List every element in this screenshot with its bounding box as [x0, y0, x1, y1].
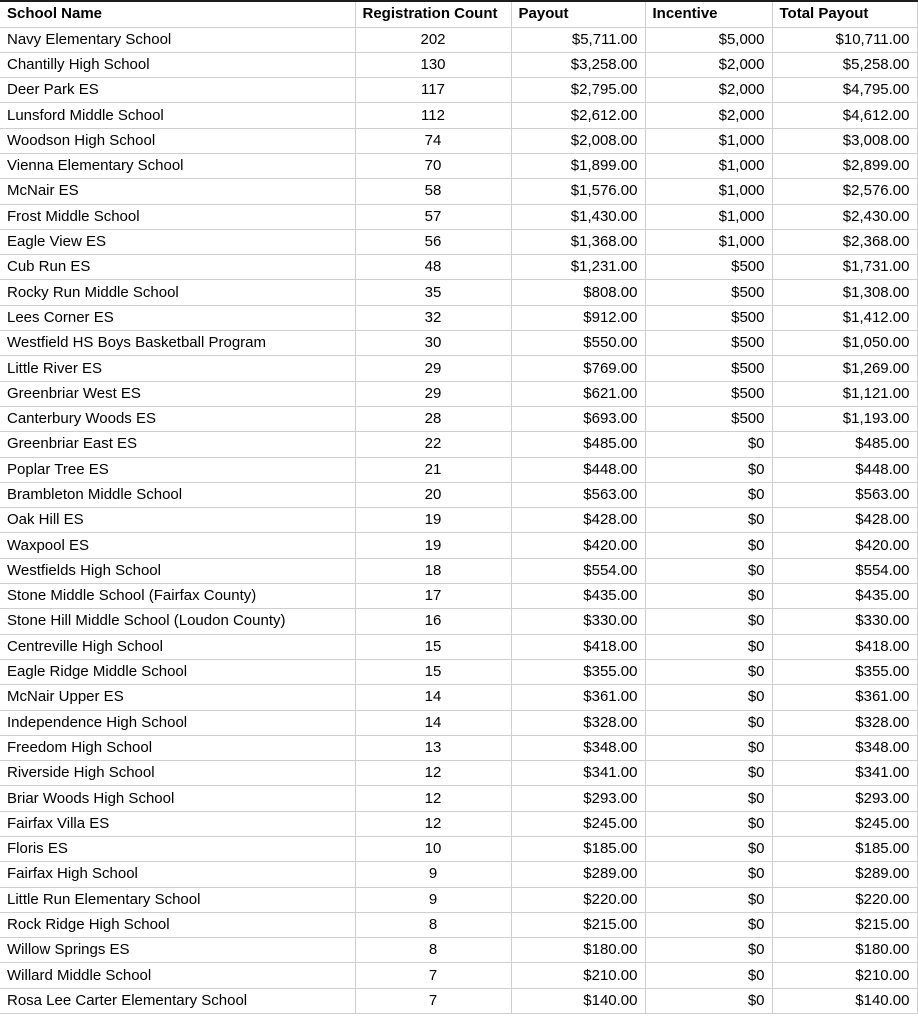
cell-count[interactable]: 22 [355, 432, 511, 457]
cell-total[interactable]: $435.00 [772, 584, 917, 609]
table-row [0, 862, 917, 887]
cell-incentive[interactable]: $500 [645, 280, 772, 305]
cell-incentive[interactable]: $0 [645, 761, 772, 786]
cell-school[interactable]: Floris ES [0, 837, 355, 862]
cell-total[interactable]: $2,576.00 [772, 179, 917, 204]
cell-school[interactable]: Independence High School [0, 710, 355, 735]
cell-total[interactable]: $180.00 [772, 938, 917, 963]
cell-payout[interactable]: $554.00 [511, 558, 645, 583]
cell-incentive[interactable]: $0 [645, 659, 772, 684]
table-row [0, 508, 917, 533]
cell-total[interactable]: $330.00 [772, 609, 917, 634]
cell-incentive[interactable]: $0 [645, 558, 772, 583]
cell-incentive[interactable]: $5,000 [645, 27, 772, 52]
cell-payout[interactable]: $245.00 [511, 811, 645, 836]
cell-payout[interactable]: $912.00 [511, 305, 645, 330]
cell-payout[interactable]: $693.00 [511, 406, 645, 431]
cell-payout[interactable]: $341.00 [511, 761, 645, 786]
cell-incentive[interactable]: $0 [645, 963, 772, 988]
cell-incentive[interactable]: $0 [645, 482, 772, 507]
cell-school[interactable]: Waxpool ES [0, 533, 355, 558]
table-row [0, 128, 917, 153]
cell-total[interactable]: $1,731.00 [772, 255, 917, 280]
cell-school[interactable]: Lunsford Middle School [0, 103, 355, 128]
cell-payout[interactable]: $1,899.00 [511, 153, 645, 178]
cell-school[interactable]: McNair ES [0, 179, 355, 204]
cell-payout[interactable]: $550.00 [511, 331, 645, 356]
cell-school[interactable]: Rock Ridge High School [0, 912, 355, 937]
cell-payout[interactable]: $435.00 [511, 584, 645, 609]
cell-total[interactable]: $289.00 [772, 862, 917, 887]
cell-count[interactable]: 14 [355, 710, 511, 735]
cell-incentive[interactable]: $1,000 [645, 204, 772, 229]
cell-incentive[interactable]: $0 [645, 862, 772, 887]
cell-incentive[interactable]: $0 [645, 508, 772, 533]
cell-count[interactable]: 17 [355, 584, 511, 609]
cell-total[interactable]: $1,050.00 [772, 331, 917, 356]
table-row [0, 837, 917, 862]
cell-count[interactable]: 20 [355, 482, 511, 507]
cell-payout[interactable]: $348.00 [511, 735, 645, 760]
cell-incentive[interactable]: $0 [645, 912, 772, 937]
cell-total[interactable]: $355.00 [772, 659, 917, 684]
cell-payout[interactable]: $1,231.00 [511, 255, 645, 280]
cell-total[interactable]: $245.00 [772, 811, 917, 836]
cell-school[interactable]: Willard Middle School [0, 963, 355, 988]
cell-school[interactable]: Frost Middle School [0, 204, 355, 229]
cell-incentive[interactable]: $500 [645, 255, 772, 280]
table-row [0, 887, 917, 912]
cell-incentive[interactable]: $0 [645, 685, 772, 710]
cell-payout[interactable]: $3,258.00 [511, 52, 645, 77]
cell-total[interactable]: $420.00 [772, 533, 917, 558]
cell-total[interactable]: $428.00 [772, 508, 917, 533]
cell-count[interactable]: 117 [355, 78, 511, 103]
cell-count[interactable]: 9 [355, 887, 511, 912]
table-row [0, 457, 917, 482]
cell-total[interactable]: $4,795.00 [772, 78, 917, 103]
cell-school[interactable]: Greenbriar East ES [0, 432, 355, 457]
cell-incentive[interactable]: $0 [645, 533, 772, 558]
cell-count[interactable]: 56 [355, 229, 511, 254]
cell-school[interactable]: Deer Park ES [0, 78, 355, 103]
cell-incentive[interactable]: $500 [645, 356, 772, 381]
cell-school[interactable]: Chantilly High School [0, 52, 355, 77]
cell-incentive[interactable]: $0 [645, 710, 772, 735]
cell-total[interactable]: $448.00 [772, 457, 917, 482]
table-row [0, 381, 917, 406]
cell-count[interactable]: 57 [355, 204, 511, 229]
cell-total[interactable]: $10,711.00 [772, 27, 917, 52]
cell-school[interactable]: Eagle Ridge Middle School [0, 659, 355, 684]
cell-incentive[interactable]: $500 [645, 381, 772, 406]
table-row [0, 255, 917, 280]
table-row [0, 735, 917, 760]
table-row [0, 761, 917, 786]
cell-incentive[interactable]: $1,000 [645, 128, 772, 153]
cell-payout[interactable]: $1,576.00 [511, 179, 645, 204]
cell-incentive[interactable]: $0 [645, 786, 772, 811]
cell-total[interactable]: $210.00 [772, 963, 917, 988]
cell-total[interactable]: $563.00 [772, 482, 917, 507]
cell-count[interactable]: 14 [355, 685, 511, 710]
cell-payout[interactable]: $808.00 [511, 280, 645, 305]
cell-payout[interactable]: $289.00 [511, 862, 645, 887]
table-row [0, 963, 917, 988]
cell-count[interactable]: 8 [355, 938, 511, 963]
table-row [0, 305, 917, 330]
cell-payout[interactable]: $448.00 [511, 457, 645, 482]
cell-total[interactable]: $1,269.00 [772, 356, 917, 381]
cell-incentive[interactable]: $0 [645, 988, 772, 1013]
table-row [0, 331, 917, 356]
cell-incentive[interactable]: $0 [645, 887, 772, 912]
cell-total[interactable]: $1,308.00 [772, 280, 917, 305]
cell-count[interactable]: 19 [355, 508, 511, 533]
table-row [0, 558, 917, 583]
cell-count[interactable]: 58 [355, 179, 511, 204]
cell-school[interactable]: McNair Upper ES [0, 685, 355, 710]
cell-school[interactable]: Riverside High School [0, 761, 355, 786]
cell-payout[interactable]: $769.00 [511, 356, 645, 381]
table-row [0, 103, 917, 128]
cell-payout[interactable]: $428.00 [511, 508, 645, 533]
cell-total[interactable]: $554.00 [772, 558, 917, 583]
table-row [0, 634, 917, 659]
cell-count[interactable]: 28 [355, 406, 511, 431]
table-row [0, 584, 917, 609]
cell-total[interactable]: $1,412.00 [772, 305, 917, 330]
cell-incentive[interactable]: $0 [645, 735, 772, 760]
cell-payout[interactable]: $293.00 [511, 786, 645, 811]
table-row [0, 912, 917, 937]
cell-payout[interactable]: $418.00 [511, 634, 645, 659]
cell-total[interactable]: $2,430.00 [772, 204, 917, 229]
cell-count[interactable]: 202 [355, 27, 511, 52]
cell-school[interactable]: Briar Woods High School [0, 786, 355, 811]
cell-payout[interactable]: $2,008.00 [511, 128, 645, 153]
cell-count[interactable]: 7 [355, 963, 511, 988]
cell-incentive[interactable]: $2,000 [645, 103, 772, 128]
cell-school[interactable]: Little River ES [0, 356, 355, 381]
cell-total[interactable]: $1,193.00 [772, 406, 917, 431]
cell-count[interactable]: 74 [355, 128, 511, 153]
table-row [0, 153, 917, 178]
cell-incentive[interactable]: $0 [645, 584, 772, 609]
cell-count[interactable]: 48 [355, 255, 511, 280]
cell-total[interactable]: $1,121.00 [772, 381, 917, 406]
cell-school[interactable]: Oak Hill ES [0, 508, 355, 533]
cell-count[interactable]: 12 [355, 811, 511, 836]
cell-total[interactable]: $341.00 [772, 761, 917, 786]
table-row [0, 533, 917, 558]
cell-school[interactable]: Willow Springs ES [0, 938, 355, 963]
cell-incentive[interactable]: $2,000 [645, 52, 772, 77]
cell-school[interactable]: Stone Middle School (Fairfax County) [0, 584, 355, 609]
cell-count[interactable]: 21 [355, 457, 511, 482]
cell-total[interactable]: $2,368.00 [772, 229, 917, 254]
table-row [0, 609, 917, 634]
table-row [0, 811, 917, 836]
table-row [0, 179, 917, 204]
table-row [0, 204, 917, 229]
cell-count[interactable]: 16 [355, 609, 511, 634]
cell-payout[interactable]: $621.00 [511, 381, 645, 406]
cell-total[interactable]: $215.00 [772, 912, 917, 937]
cell-school[interactable]: Brambleton Middle School [0, 482, 355, 507]
cell-incentive[interactable]: $0 [645, 634, 772, 659]
cell-count[interactable]: 112 [355, 103, 511, 128]
cell-school[interactable]: Canterbury Woods ES [0, 406, 355, 431]
cell-count[interactable]: 15 [355, 634, 511, 659]
cell-incentive[interactable]: $0 [645, 609, 772, 634]
cell-total[interactable]: $418.00 [772, 634, 917, 659]
cell-count[interactable]: 15 [355, 659, 511, 684]
column-header-count[interactable]: Registration Count [355, 1, 511, 27]
cell-total[interactable]: $140.00 [772, 988, 917, 1013]
cell-count[interactable]: 13 [355, 735, 511, 760]
cell-incentive[interactable]: $1,000 [645, 179, 772, 204]
cell-incentive[interactable]: $0 [645, 837, 772, 862]
cell-school[interactable]: Centreville High School [0, 634, 355, 659]
cell-payout[interactable]: $210.00 [511, 963, 645, 988]
table-row [0, 710, 917, 735]
cell-school[interactable]: Navy Elementary School [0, 27, 355, 52]
table-row [0, 659, 917, 684]
cell-payout[interactable]: $180.00 [511, 938, 645, 963]
cell-incentive[interactable]: $2,000 [645, 78, 772, 103]
cell-school[interactable]: Westfield HS Boys Basketball Program [0, 331, 355, 356]
cell-school[interactable]: Cub Run ES [0, 255, 355, 280]
table-row [0, 938, 917, 963]
cell-payout[interactable]: $215.00 [511, 912, 645, 937]
table-row [0, 229, 917, 254]
cell-payout[interactable]: $328.00 [511, 710, 645, 735]
cell-total[interactable]: $328.00 [772, 710, 917, 735]
cell-school[interactable]: Fairfax High School [0, 862, 355, 887]
cell-count[interactable]: 10 [355, 837, 511, 862]
cell-incentive[interactable]: $0 [645, 457, 772, 482]
cell-school[interactable]: Poplar Tree ES [0, 457, 355, 482]
cell-school[interactable]: Woodson High School [0, 128, 355, 153]
cell-payout[interactable]: $361.00 [511, 685, 645, 710]
column-header-total[interactable]: Total Payout [772, 1, 917, 27]
cell-total[interactable]: $348.00 [772, 735, 917, 760]
cell-count[interactable]: 7 [355, 988, 511, 1013]
table-row [0, 52, 917, 77]
column-header-payout[interactable]: Payout [511, 1, 645, 27]
cell-payout[interactable]: $420.00 [511, 533, 645, 558]
cell-payout[interactable]: $1,368.00 [511, 229, 645, 254]
cell-school[interactable]: Fairfax Villa ES [0, 811, 355, 836]
table-row [0, 406, 917, 431]
cell-payout[interactable]: $140.00 [511, 988, 645, 1013]
table-row [0, 786, 917, 811]
cell-incentive[interactable]: $0 [645, 811, 772, 836]
cell-payout[interactable]: $2,795.00 [511, 78, 645, 103]
cell-school[interactable]: Westfields High School [0, 558, 355, 583]
cell-payout[interactable]: $355.00 [511, 659, 645, 684]
cell-count[interactable]: 29 [355, 356, 511, 381]
table-row [0, 988, 917, 1013]
column-header-school[interactable]: School Name [0, 1, 355, 27]
cell-school[interactable]: Freedom High School [0, 735, 355, 760]
cell-incentive[interactable]: $0 [645, 432, 772, 457]
cell-incentive[interactable]: $500 [645, 331, 772, 356]
cell-payout[interactable]: $563.00 [511, 482, 645, 507]
cell-payout[interactable]: $220.00 [511, 887, 645, 912]
cell-count[interactable]: 35 [355, 280, 511, 305]
cell-school[interactable]: Rosa Lee Carter Elementary School [0, 988, 355, 1013]
cell-school[interactable]: Lees Corner ES [0, 305, 355, 330]
cell-total[interactable]: $220.00 [772, 887, 917, 912]
table-row [0, 356, 917, 381]
cell-count[interactable]: 70 [355, 153, 511, 178]
cell-incentive[interactable]: $500 [645, 305, 772, 330]
cell-total[interactable]: $361.00 [772, 685, 917, 710]
cell-total[interactable]: $4,612.00 [772, 103, 917, 128]
cell-incentive[interactable]: $1,000 [645, 153, 772, 178]
cell-total[interactable]: $2,899.00 [772, 153, 917, 178]
cell-total[interactable]: $485.00 [772, 432, 917, 457]
cell-count[interactable]: 8 [355, 912, 511, 937]
cell-school[interactable]: Eagle View ES [0, 229, 355, 254]
cell-count[interactable]: 29 [355, 381, 511, 406]
table-row [0, 685, 917, 710]
cell-payout[interactable]: $185.00 [511, 837, 645, 862]
cell-payout[interactable]: $2,612.00 [511, 103, 645, 128]
table-row [0, 280, 917, 305]
cell-payout[interactable]: $5,711.00 [511, 27, 645, 52]
cell-count[interactable]: 130 [355, 52, 511, 77]
header-row [0, 1, 917, 27]
column-header-incentive[interactable]: Incentive [645, 1, 772, 27]
cell-count[interactable]: 18 [355, 558, 511, 583]
cell-school[interactable]: Little Run Elementary School [0, 887, 355, 912]
cell-total[interactable]: $293.00 [772, 786, 917, 811]
cell-school[interactable]: Vienna Elementary School [0, 153, 355, 178]
cell-count[interactable]: 19 [355, 533, 511, 558]
cell-total[interactable]: $3,008.00 [772, 128, 917, 153]
cell-count[interactable]: 12 [355, 786, 511, 811]
cell-payout[interactable]: $485.00 [511, 432, 645, 457]
cell-count[interactable]: 32 [355, 305, 511, 330]
cell-payout[interactable]: $330.00 [511, 609, 645, 634]
table-row [0, 432, 917, 457]
table-row [0, 27, 917, 52]
table-row [0, 78, 917, 103]
cell-count[interactable]: 30 [355, 331, 511, 356]
cell-school[interactable]: Stone Hill Middle School (Loudon County) [0, 609, 355, 634]
cell-count[interactable]: 12 [355, 761, 511, 786]
table-body [0, 27, 917, 1014]
cell-total[interactable]: $185.00 [772, 837, 917, 862]
cell-total[interactable]: $5,258.00 [772, 52, 917, 77]
cell-payout[interactable]: $1,430.00 [511, 204, 645, 229]
cell-count[interactable]: 9 [355, 862, 511, 887]
cell-school[interactable]: Greenbriar West ES [0, 381, 355, 406]
cell-incentive[interactable]: $1,000 [645, 229, 772, 254]
cell-school[interactable]: Rocky Run Middle School [0, 280, 355, 305]
cell-incentive[interactable]: $500 [645, 406, 772, 431]
cell-incentive[interactable]: $0 [645, 938, 772, 963]
table-row [0, 482, 917, 507]
